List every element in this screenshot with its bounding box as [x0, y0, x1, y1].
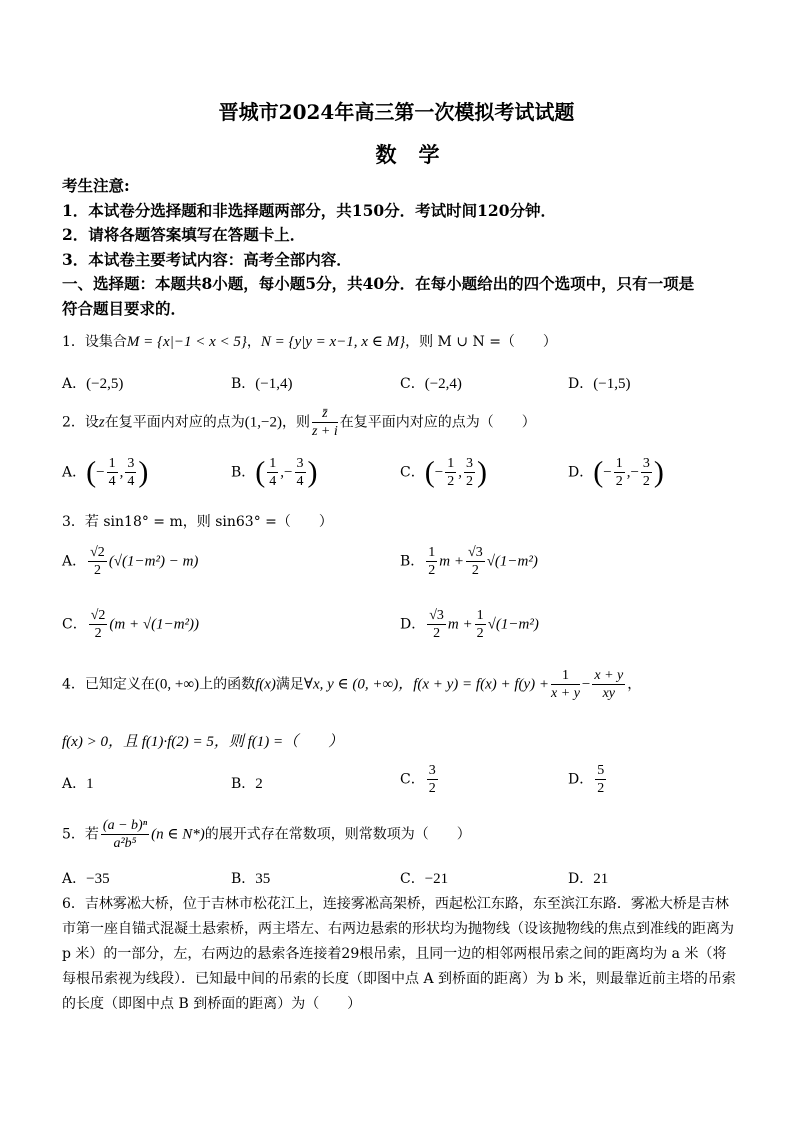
q5-ask: 的展开式存在常数项，则常数项为（ ）	[204, 826, 471, 843]
option-label: D．	[568, 464, 594, 481]
q2-point: (1,−2)	[244, 414, 282, 431]
frac	[426, 544, 437, 579]
question-6-line2: 市第一座自锚式混凝土悬索桥，两主塔左、右两边悬索的形状均为抛物线（设该抛物线的焦点到准线的距离为	[62, 921, 734, 937]
q4-domain: (0, +∞)	[154, 676, 200, 693]
frac	[595, 762, 606, 797]
comma: ,	[458, 464, 462, 481]
question-4-line2: f(x) > 0，且 f(1)·f(2) = 5，则 f(1) =（ ）	[62, 734, 344, 750]
frac	[107, 455, 118, 490]
option-label: D．	[568, 376, 594, 392]
question-6-line5: 的长度（即图中点 B 到桥面的距离）为（ ）	[62, 996, 362, 1012]
option-label: B．	[231, 871, 256, 887]
option-label: A．	[62, 464, 87, 481]
option-label: A．	[62, 871, 87, 887]
frac	[88, 544, 107, 579]
question-6-line1: 6．吉林雾凇大桥，位于吉林市松花江上，连接雾凇高架桥，西起松江东路，东至滨江东路．雾凇大桥是吉林	[62, 896, 729, 912]
option-text: 2	[255, 776, 263, 792]
option-text: (−2,4)	[424, 376, 462, 392]
q2-z: z	[98, 414, 105, 431]
option-text: (−2,5)	[86, 376, 124, 392]
paren-close: )	[138, 455, 149, 489]
q2-ask: 在复平面内对应的点为（ ）	[339, 414, 536, 431]
frac-den: a²b⁵	[113, 836, 137, 851]
q1-ask: ，则 M ∪ N =（ ）	[405, 334, 557, 350]
frac	[475, 607, 486, 642]
frac-num: 1	[476, 608, 484, 623]
note-item-3: 3．本试卷主要考试内容：高考全部内容．	[62, 250, 352, 269]
q5-option-d[interactable]	[568, 868, 608, 888]
sign: −	[603, 464, 612, 481]
paren-close: )	[307, 455, 318, 489]
option-text: 35	[255, 871, 271, 887]
expression: √(1−m²)	[486, 553, 538, 570]
q4-frac-2	[592, 667, 625, 702]
q1-prefix: 1．设集合	[62, 334, 127, 350]
frac-num: 1	[108, 456, 116, 471]
question-5-stem	[62, 817, 471, 852]
frac-den: 4	[127, 474, 135, 489]
q4-minus: −	[581, 676, 591, 693]
q2-option-c[interactable]	[400, 455, 487, 490]
q4-mid2: 满足	[275, 676, 304, 693]
q2-option-a[interactable]	[62, 455, 148, 490]
option-text: (−1,4)	[255, 376, 293, 392]
frac-den: 2	[465, 474, 473, 489]
frac-num: 3	[428, 763, 436, 778]
frac-num: √3	[429, 608, 444, 623]
q4-fx: f(x)	[255, 676, 276, 693]
frac-den: 4	[269, 474, 277, 489]
frac-den: 2	[94, 626, 102, 641]
frac-num: 3	[127, 456, 135, 471]
frac-den: 2	[433, 626, 441, 641]
q5-option-a[interactable]	[62, 868, 110, 888]
frac-num: 1	[615, 456, 623, 471]
q4-equation: f(x + y) = f(x) + f(y) +	[413, 676, 550, 693]
option-label: A．	[62, 553, 87, 570]
frac-num: 1	[428, 545, 436, 560]
q3-option-c[interactable]	[62, 607, 199, 642]
option-label: B．	[231, 464, 256, 481]
expression: √(1−m²)	[487, 616, 539, 633]
frac	[445, 455, 456, 490]
option-label: C．	[400, 871, 425, 887]
q1-set-m: M = {x|−1 < x < 5}	[126, 334, 247, 350]
q4-option-a[interactable]	[62, 773, 94, 793]
frac	[89, 607, 108, 642]
expression: (√(1−m²) − m)	[108, 553, 199, 570]
q2-mid: 在复平面内对应的点为	[104, 414, 245, 431]
exam-title: 晋城市2024年高三第一次模拟考试试题	[218, 100, 575, 124]
sign: −	[434, 464, 444, 481]
option-text: −35	[86, 871, 110, 887]
frac-den: 2	[471, 563, 479, 578]
option-text: −21	[424, 871, 449, 887]
expression: (m + √(1−m²))	[109, 616, 200, 633]
q3-option-a[interactable]	[62, 544, 198, 579]
q5-option-c[interactable]	[400, 868, 448, 888]
frac	[641, 455, 652, 490]
note-item-2: 2．请将各题答案填写在答题卡上．	[62, 225, 306, 244]
sign: −	[96, 464, 105, 481]
frac-num: √3	[468, 545, 483, 560]
q4-mid1: 上的函数	[199, 676, 256, 693]
frac-den: 2	[428, 781, 436, 796]
q2-fraction	[312, 405, 338, 440]
frac	[427, 762, 438, 797]
frac-den: 2	[93, 563, 101, 578]
q1-option-b[interactable]	[231, 373, 293, 393]
option-label: C．	[400, 464, 425, 481]
option-label: A．	[62, 376, 87, 392]
frac-den: 2	[447, 474, 455, 489]
frac-num: √2	[90, 608, 106, 623]
frac-num: 1	[447, 456, 455, 471]
frac-den: 2	[615, 474, 623, 489]
option-text: 21	[593, 871, 609, 887]
question-2-stem	[62, 405, 536, 440]
option-label: C．	[62, 616, 87, 633]
subject-title: 数学	[375, 142, 462, 167]
frac-num: 3	[296, 456, 304, 471]
paren-open: (	[86, 455, 97, 489]
q5-prefix: 5．若	[62, 826, 99, 843]
frac-den: 4	[108, 474, 116, 489]
q1-option-a[interactable]	[62, 373, 123, 393]
frac-num: 1	[269, 456, 277, 471]
question-4-stem	[62, 667, 641, 702]
frac-num: x + y	[594, 668, 624, 683]
frac-num: 3	[642, 456, 650, 471]
option-label: B．	[231, 376, 256, 392]
expression: m +	[447, 616, 473, 633]
q4-frac-1	[551, 667, 580, 702]
q2-then: ，则	[281, 414, 310, 431]
frac-den: 4	[296, 474, 304, 489]
q3-option-b[interactable]	[400, 544, 538, 579]
frac	[466, 544, 485, 579]
frac-num: 1	[551, 667, 580, 685]
frac	[295, 455, 306, 490]
frac-den: xy	[602, 686, 616, 701]
q5-option-b[interactable]	[231, 868, 270, 888]
frac-num: (a − b)ⁿ	[102, 818, 148, 833]
q2-option-d[interactable]	[568, 455, 664, 490]
paren-open: (	[424, 455, 435, 489]
note-item-1: 1．本试卷分选择题和非选择题两部分，共150分．考试时间120分钟．	[62, 201, 556, 220]
q5-condition: (n ∈ N*)	[151, 826, 205, 843]
expression: m +	[439, 553, 465, 570]
q4-prefix: 4．已知定义在	[62, 676, 155, 693]
paren-open: (	[593, 455, 604, 489]
q4-option-b[interactable]	[231, 773, 263, 793]
frac	[427, 607, 446, 642]
paren-open: (	[255, 455, 266, 489]
option-label: A．	[62, 776, 87, 792]
q2-prefix: 2．设	[62, 414, 99, 431]
frac-den: 2	[428, 563, 436, 578]
option-label: C．	[400, 376, 425, 392]
frac	[614, 455, 625, 490]
frac-num: 3	[465, 456, 473, 471]
question-6-line3: p 米）的一部分，左，右两边的悬索各连接着29根吊索，且同一边的相邻两根吊索之间的距离均为 a 米（将	[62, 946, 727, 962]
q2-option-b[interactable]	[231, 455, 318, 490]
notes-heading: 考生注意:	[62, 176, 130, 195]
q2-frac-den: z + i	[311, 424, 338, 439]
option-label: C．	[400, 771, 425, 788]
frac	[125, 455, 136, 490]
comma: ,	[626, 464, 631, 481]
paren-close: )	[476, 455, 487, 489]
option-label: B．	[400, 553, 425, 570]
frac	[267, 455, 278, 490]
sign: −	[284, 464, 293, 481]
option-label: D．	[568, 871, 594, 887]
section-heading-line2: 符合题目要求的．	[62, 299, 187, 318]
frac-den: 2	[597, 781, 605, 796]
question-1-stem	[62, 331, 557, 351]
frac-num: √2	[90, 545, 105, 560]
q4-forall: ∀x, y ∈ (0, +∞)，	[303, 676, 414, 693]
frac	[464, 455, 475, 490]
option-label: B．	[231, 776, 256, 792]
q2-frac-num: z̄	[312, 405, 338, 423]
question-3-stem: 3．若 sin18° = m，则 sin63° =（ ）	[62, 514, 333, 530]
q1-option-c[interactable]	[400, 373, 462, 393]
frac-den: 2	[476, 626, 484, 641]
paren-close: )	[653, 455, 664, 489]
option-text: (−1,5)	[593, 376, 631, 392]
option-text: 1	[86, 776, 94, 792]
q4-option-c[interactable]	[400, 762, 440, 797]
option-label: D．	[568, 771, 594, 788]
frac-den: x + y	[551, 686, 580, 701]
option-label: D．	[400, 616, 426, 633]
comma: ,	[119, 464, 124, 481]
question-6-line4: 每根吊索视为线段）．已知最中间的吊索的长度（即图中点 A 到桥面的距离）为 b 米，则最靠近前主塔的吊索	[62, 971, 736, 987]
q1-option-d[interactable]	[568, 373, 630, 393]
q3-option-d[interactable]	[400, 607, 539, 642]
q4-option-d[interactable]	[568, 762, 608, 797]
q1-set-n: N = {y|y = x−1, x ∈ M}	[260, 334, 406, 350]
comma: ,	[280, 464, 285, 481]
q4-comma: ，	[627, 676, 642, 693]
frac-den: 2	[642, 474, 650, 489]
sign: −	[630, 464, 639, 481]
q1-sep: ，	[246, 334, 261, 350]
section-heading-line1: 一、选择题：本题共8小题，每小题5分，共40分．在每小题给出的四个选项中，只有一项是	[62, 274, 695, 293]
frac-num: 5	[597, 763, 605, 778]
q5-fraction	[101, 817, 149, 852]
